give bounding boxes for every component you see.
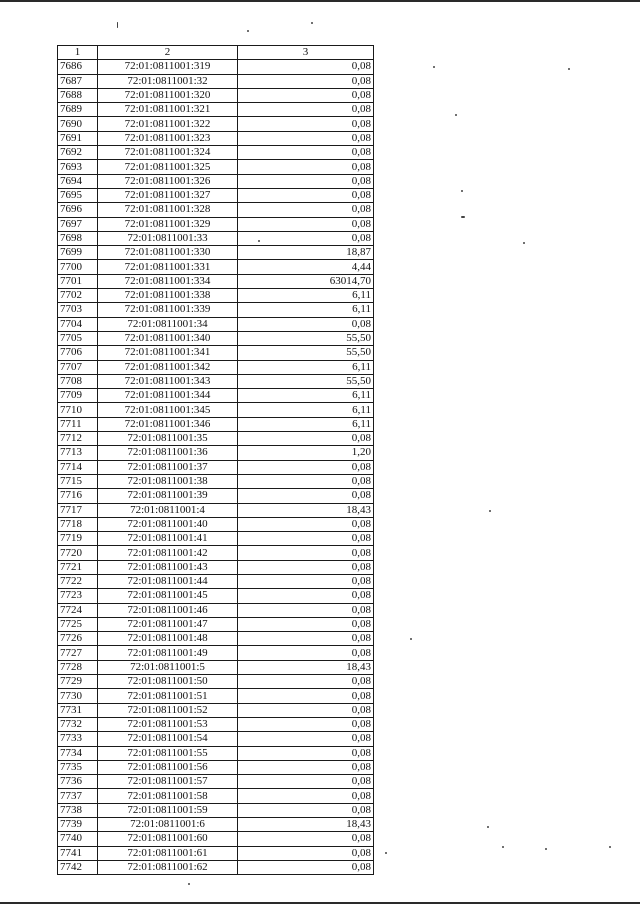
row-number-cell: 7719 xyxy=(58,532,98,546)
table-row xyxy=(58,703,374,717)
table-row xyxy=(58,246,374,260)
row-number-cell: 7688 xyxy=(58,88,98,102)
row-number-cell: 7693 xyxy=(58,160,98,174)
table-row xyxy=(58,832,374,846)
cadastral-number-cell: 72:01:0811001:343 xyxy=(98,374,238,388)
cadastral-number-cell: 72:01:0811001:321 xyxy=(98,103,238,117)
cadastral-number-cell: 72:01:0811001:34 xyxy=(98,317,238,331)
cadastral-number-cell: 72:01:0811001:4 xyxy=(98,503,238,517)
value-cell: 0,08 xyxy=(238,231,374,245)
value-cell: 0,08 xyxy=(238,203,374,217)
row-number-cell: 7689 xyxy=(58,103,98,117)
value-cell: 0,08 xyxy=(238,117,374,131)
cadastral-number-cell: 72:01:0811001:37 xyxy=(98,460,238,474)
row-number-cell: 7738 xyxy=(58,803,98,817)
cadastral-number-cell: 72:01:0811001:340 xyxy=(98,331,238,345)
table-row xyxy=(58,546,374,560)
scan-speck xyxy=(410,638,412,640)
table-row xyxy=(58,474,374,488)
table-row xyxy=(58,460,374,474)
value-cell: 6,11 xyxy=(238,303,374,317)
value-cell: 0,08 xyxy=(238,732,374,746)
row-number-cell: 7723 xyxy=(58,589,98,603)
row-number-cell: 7740 xyxy=(58,832,98,846)
cadastral-number-cell: 72:01:0811001:41 xyxy=(98,532,238,546)
cadastral-number-cell: 72:01:0811001:324 xyxy=(98,146,238,160)
value-cell: 0,08 xyxy=(238,675,374,689)
value-cell: 0,08 xyxy=(238,760,374,774)
table-row xyxy=(58,231,374,245)
scan-speck xyxy=(568,68,570,70)
row-number-cell: 7733 xyxy=(58,732,98,746)
table-row xyxy=(58,331,374,345)
table-row xyxy=(58,403,374,417)
row-number-cell: 7705 xyxy=(58,331,98,345)
scan-speck xyxy=(433,66,435,68)
column-header-2: 2 xyxy=(98,46,238,60)
row-number-cell: 7711 xyxy=(58,417,98,431)
row-number-cell: 7718 xyxy=(58,517,98,531)
cadastral-number-cell: 72:01:0811001:320 xyxy=(98,88,238,102)
table-row xyxy=(58,131,374,145)
table-row xyxy=(58,188,374,202)
table-row xyxy=(58,260,374,274)
cadastral-number-cell: 72:01:0811001:51 xyxy=(98,689,238,703)
cadastral-number-cell: 72:01:0811001:50 xyxy=(98,675,238,689)
table-row xyxy=(58,146,374,160)
table-row xyxy=(58,489,374,503)
cadastral-number-cell: 72:01:0811001:344 xyxy=(98,389,238,403)
cadastral-number-cell: 72:01:0811001:35 xyxy=(98,432,238,446)
cadastral-number-cell: 72:01:0811001:328 xyxy=(98,203,238,217)
cadastral-number-cell: 72:01:0811001:54 xyxy=(98,732,238,746)
row-number-cell: 7739 xyxy=(58,818,98,832)
scan-speck xyxy=(455,114,457,116)
cadastral-number-cell: 72:01:0811001:56 xyxy=(98,760,238,774)
column-header-3: 3 xyxy=(238,46,374,60)
value-cell: 6,11 xyxy=(238,360,374,374)
row-number-cell: 7728 xyxy=(58,660,98,674)
row-number-cell: 7712 xyxy=(58,432,98,446)
value-cell: 0,08 xyxy=(238,160,374,174)
value-cell: 0,08 xyxy=(238,460,374,474)
scan-speck xyxy=(461,190,463,192)
value-cell: 6,11 xyxy=(238,389,374,403)
column-header-1: 1 xyxy=(58,46,98,60)
table-row xyxy=(58,389,374,403)
value-cell: 0,08 xyxy=(238,775,374,789)
value-cell: 0,08 xyxy=(238,646,374,660)
table-row xyxy=(58,160,374,174)
value-cell: 0,08 xyxy=(238,489,374,503)
row-number-cell: 7704 xyxy=(58,317,98,331)
cadastral-number-cell: 72:01:0811001:47 xyxy=(98,617,238,631)
cadastral-number-cell: 72:01:0811001:38 xyxy=(98,474,238,488)
scan-speck xyxy=(489,510,491,512)
table-row xyxy=(58,289,374,303)
value-cell: 0,08 xyxy=(238,174,374,188)
cadastral-number-cell: 72:01:0811001:57 xyxy=(98,775,238,789)
row-number-cell: 7694 xyxy=(58,174,98,188)
value-cell: 0,08 xyxy=(238,574,374,588)
cadastral-number-cell: 72:01:0811001:40 xyxy=(98,517,238,531)
row-number-cell: 7686 xyxy=(58,60,98,74)
row-number-cell: 7741 xyxy=(58,846,98,860)
table-row xyxy=(58,60,374,74)
row-number-cell: 7721 xyxy=(58,560,98,574)
row-number-cell: 7737 xyxy=(58,789,98,803)
value-cell: 0,08 xyxy=(238,632,374,646)
top-edge-line xyxy=(0,0,640,2)
cadastral-number-cell: 72:01:0811001:341 xyxy=(98,346,238,360)
value-cell: 55,50 xyxy=(238,374,374,388)
value-cell: 0,08 xyxy=(238,60,374,74)
table-row xyxy=(58,732,374,746)
table-body xyxy=(58,60,374,875)
row-number-cell: 7715 xyxy=(58,474,98,488)
value-cell: 0,08 xyxy=(238,803,374,817)
row-number-cell: 7687 xyxy=(58,74,98,88)
row-number-cell: 7724 xyxy=(58,603,98,617)
value-cell: 0,08 xyxy=(238,846,374,860)
cadastral-number-cell: 72:01:0811001:326 xyxy=(98,174,238,188)
value-cell: 18,43 xyxy=(238,503,374,517)
value-cell: 18,43 xyxy=(238,818,374,832)
cadastral-number-cell: 72:01:0811001:345 xyxy=(98,403,238,417)
table-row xyxy=(58,203,374,217)
cadastral-number-cell: 72:01:0811001:36 xyxy=(98,446,238,460)
scan-speck xyxy=(311,22,313,24)
cadastral-number-cell: 72:01:0811001:334 xyxy=(98,274,238,288)
scan-speck xyxy=(487,826,489,828)
cadastral-number-cell: 72:01:0811001:39 xyxy=(98,489,238,503)
table-row xyxy=(58,846,374,860)
scan-speck xyxy=(188,883,190,885)
value-cell: 0,08 xyxy=(238,617,374,631)
table-row xyxy=(58,374,374,388)
cadastral-number-cell: 72:01:0811001:330 xyxy=(98,246,238,260)
cadastral-table xyxy=(57,45,374,875)
cadastral-number-cell: 72:01:0811001:43 xyxy=(98,560,238,574)
row-number-cell: 7727 xyxy=(58,646,98,660)
table-row xyxy=(58,860,374,874)
row-number-cell: 7736 xyxy=(58,775,98,789)
row-number-cell: 7696 xyxy=(58,203,98,217)
value-cell: 0,08 xyxy=(238,689,374,703)
value-cell: 0,08 xyxy=(238,532,374,546)
row-number-cell: 7731 xyxy=(58,703,98,717)
row-number-cell: 7690 xyxy=(58,117,98,131)
row-number-cell: 7695 xyxy=(58,188,98,202)
row-number-cell: 7726 xyxy=(58,632,98,646)
scan-speck xyxy=(461,216,465,218)
cadastral-number-cell: 72:01:0811001:32 xyxy=(98,74,238,88)
row-number-cell: 7707 xyxy=(58,360,98,374)
table-row xyxy=(58,503,374,517)
cadastral-number-cell: 72:01:0811001:342 xyxy=(98,360,238,374)
row-number-cell: 7729 xyxy=(58,675,98,689)
value-cell: 0,08 xyxy=(238,517,374,531)
cadastral-number-cell: 72:01:0811001:52 xyxy=(98,703,238,717)
row-number-cell: 7720 xyxy=(58,546,98,560)
table-row xyxy=(58,789,374,803)
table-row xyxy=(58,746,374,760)
value-cell: 6,11 xyxy=(238,289,374,303)
value-cell: 0,08 xyxy=(238,474,374,488)
value-cell: 63014,70 xyxy=(238,274,374,288)
row-number-cell: 7713 xyxy=(58,446,98,460)
table-row xyxy=(58,646,374,660)
table-row xyxy=(58,717,374,731)
cadastral-number-cell: 72:01:0811001:323 xyxy=(98,131,238,145)
scan-speck xyxy=(545,848,547,850)
table-row xyxy=(58,532,374,546)
row-number-cell: 7698 xyxy=(58,231,98,245)
cadastral-number-cell: 72:01:0811001:60 xyxy=(98,832,238,846)
cadastral-number-cell: 72:01:0811001:338 xyxy=(98,289,238,303)
table-row xyxy=(58,174,374,188)
row-number-cell: 7725 xyxy=(58,617,98,631)
value-cell: 0,08 xyxy=(238,131,374,145)
cadastral-number-cell: 72:01:0811001:5 xyxy=(98,660,238,674)
row-number-cell: 7701 xyxy=(58,274,98,288)
cadastral-number-cell: 72:01:0811001:59 xyxy=(98,803,238,817)
cadastral-number-cell: 72:01:0811001:339 xyxy=(98,303,238,317)
row-number-cell: 7692 xyxy=(58,146,98,160)
table-row xyxy=(58,274,374,288)
cadastral-number-cell: 72:01:0811001:322 xyxy=(98,117,238,131)
table-row xyxy=(58,74,374,88)
table-row xyxy=(58,103,374,117)
value-cell: 0,08 xyxy=(238,589,374,603)
value-cell: 0,08 xyxy=(238,789,374,803)
row-number-cell: 7708 xyxy=(58,374,98,388)
value-cell: 0,08 xyxy=(238,103,374,117)
cadastral-number-cell: 72:01:0811001:62 xyxy=(98,860,238,874)
cadastral-number-cell: 72:01:0811001:42 xyxy=(98,546,238,560)
value-cell: 0,08 xyxy=(238,832,374,846)
value-cell: 0,08 xyxy=(238,860,374,874)
value-cell: 55,50 xyxy=(238,346,374,360)
cadastral-number-cell: 72:01:0811001:331 xyxy=(98,260,238,274)
value-cell: 6,11 xyxy=(238,417,374,431)
cadastral-number-cell: 72:01:0811001:49 xyxy=(98,646,238,660)
table-row xyxy=(58,603,374,617)
header-row xyxy=(58,46,374,60)
row-number-cell: 7702 xyxy=(58,289,98,303)
row-number-cell: 7710 xyxy=(58,403,98,417)
cadastral-number-cell: 72:01:0811001:327 xyxy=(98,188,238,202)
row-number-cell: 7691 xyxy=(58,131,98,145)
cadastral-number-cell: 72:01:0811001:6 xyxy=(98,818,238,832)
table-row xyxy=(58,317,374,331)
table-row xyxy=(58,88,374,102)
table-row xyxy=(58,417,374,431)
value-cell: 0,08 xyxy=(238,146,374,160)
row-number-cell: 7730 xyxy=(58,689,98,703)
value-cell: 0,08 xyxy=(238,317,374,331)
table-row xyxy=(58,818,374,832)
scan-speck xyxy=(117,22,118,28)
row-number-cell: 7735 xyxy=(58,760,98,774)
value-cell: 18,43 xyxy=(238,660,374,674)
scan-speck xyxy=(385,852,387,854)
table-row xyxy=(58,446,374,460)
table-row xyxy=(58,517,374,531)
table-row xyxy=(58,617,374,631)
table-row xyxy=(58,689,374,703)
cadastral-number-cell: 72:01:0811001:44 xyxy=(98,574,238,588)
table-row xyxy=(58,432,374,446)
value-cell: 0,08 xyxy=(238,546,374,560)
row-number-cell: 7734 xyxy=(58,746,98,760)
table-row xyxy=(58,303,374,317)
scan-speck xyxy=(247,30,249,32)
table-row xyxy=(58,660,374,674)
table-row xyxy=(58,760,374,774)
table-row xyxy=(58,217,374,231)
table-row xyxy=(58,632,374,646)
cadastral-number-cell: 72:01:0811001:329 xyxy=(98,217,238,231)
row-number-cell: 7732 xyxy=(58,717,98,731)
table-row xyxy=(58,574,374,588)
value-cell: 0,08 xyxy=(238,746,374,760)
row-number-cell: 7700 xyxy=(58,260,98,274)
value-cell: 0,08 xyxy=(238,703,374,717)
value-cell: 1,20 xyxy=(238,446,374,460)
value-cell: 0,08 xyxy=(238,560,374,574)
scan-speck xyxy=(523,242,525,244)
cadastral-number-cell: 72:01:0811001:58 xyxy=(98,789,238,803)
value-cell: 0,08 xyxy=(238,717,374,731)
table-row xyxy=(58,775,374,789)
table-row xyxy=(58,675,374,689)
row-number-cell: 7742 xyxy=(58,860,98,874)
table-row xyxy=(58,117,374,131)
value-cell: 18,87 xyxy=(238,246,374,260)
row-number-cell: 7716 xyxy=(58,489,98,503)
row-number-cell: 7709 xyxy=(58,389,98,403)
table-row xyxy=(58,346,374,360)
table-row xyxy=(58,589,374,603)
table-row xyxy=(58,360,374,374)
cadastral-number-cell: 72:01:0811001:61 xyxy=(98,846,238,860)
value-cell: 55,50 xyxy=(238,331,374,345)
cadastral-number-cell: 72:01:0811001:48 xyxy=(98,632,238,646)
cadastral-number-cell: 72:01:0811001:53 xyxy=(98,717,238,731)
row-number-cell: 7697 xyxy=(58,217,98,231)
table-row xyxy=(58,560,374,574)
cadastral-number-cell: 72:01:0811001:46 xyxy=(98,603,238,617)
row-number-cell: 7714 xyxy=(58,460,98,474)
value-cell: 0,08 xyxy=(238,88,374,102)
row-number-cell: 7706 xyxy=(58,346,98,360)
cadastral-number-cell: 72:01:0811001:346 xyxy=(98,417,238,431)
value-cell: 4,44 xyxy=(238,260,374,274)
cadastral-number-cell: 72:01:0811001:319 xyxy=(98,60,238,74)
row-number-cell: 7717 xyxy=(58,503,98,517)
value-cell: 0,08 xyxy=(238,217,374,231)
row-number-cell: 7699 xyxy=(58,246,98,260)
cadastral-number-cell: 72:01:0811001:33 xyxy=(98,231,238,245)
scan-speck xyxy=(609,846,611,848)
cadastral-number-cell: 72:01:0811001:55 xyxy=(98,746,238,760)
cadastral-number-cell: 72:01:0811001:325 xyxy=(98,160,238,174)
row-number-cell: 7703 xyxy=(58,303,98,317)
cadastral-number-cell: 72:01:0811001:45 xyxy=(98,589,238,603)
value-cell: 0,08 xyxy=(238,603,374,617)
value-cell: 0,08 xyxy=(238,74,374,88)
value-cell: 6,11 xyxy=(238,403,374,417)
value-cell: 0,08 xyxy=(238,188,374,202)
scan-speck xyxy=(502,846,504,848)
value-cell: 0,08 xyxy=(238,432,374,446)
table-row xyxy=(58,803,374,817)
bottom-edge-line xyxy=(0,902,640,904)
row-number-cell: 7722 xyxy=(58,574,98,588)
